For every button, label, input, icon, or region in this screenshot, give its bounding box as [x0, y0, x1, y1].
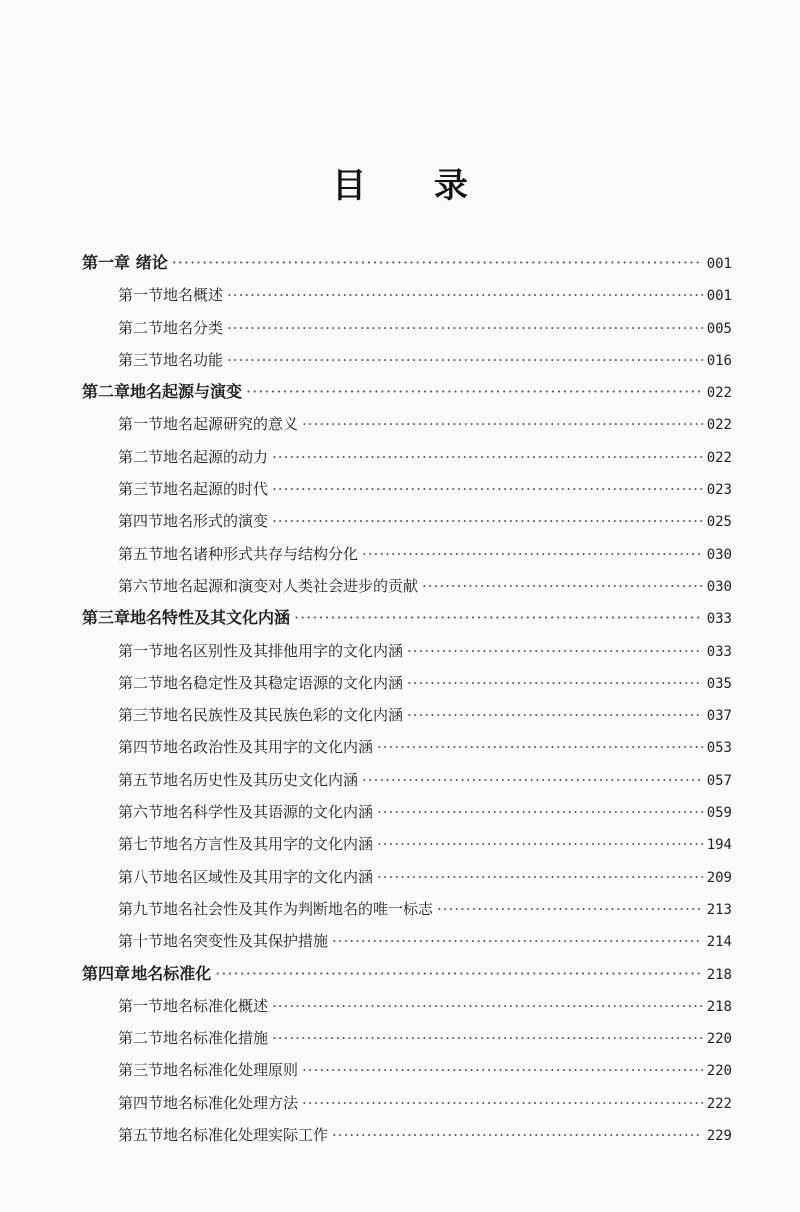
toc-section-entry[interactable] — [82, 279, 732, 311]
section-number: 第五节 — [118, 544, 164, 563]
chapter-page-number: 033 — [706, 611, 732, 628]
chapter-title: 地名起源与演变 — [130, 382, 243, 402]
section-page-number: 214 — [706, 934, 732, 951]
toc-section-entry[interactable] — [82, 861, 732, 893]
toc-section-entry[interactable] — [82, 731, 732, 763]
section-number: 第二节 — [118, 1029, 164, 1048]
toc-section-entry[interactable] — [82, 925, 732, 957]
table-of-contents — [82, 247, 732, 1151]
toc-section-entry[interactable] — [82, 473, 732, 505]
section-number: 第二节 — [118, 673, 164, 692]
section-page-number: 222 — [706, 1095, 732, 1112]
toc-section-entry[interactable] — [82, 538, 732, 570]
dot-leader — [362, 538, 703, 570]
section-title: 地名诸种形式共存与结构分化 — [163, 544, 359, 563]
chapter-title: 绪论 — [135, 253, 168, 272]
section-page-number: 209 — [706, 869, 732, 886]
section-title: 地名分类 — [163, 318, 224, 337]
section-title: 地名科学性及其语源的文化内涵 — [163, 803, 374, 822]
toc-chapter-entry[interactable] — [82, 247, 732, 279]
toc-section-entry[interactable] — [82, 667, 732, 699]
section-title: 地名起源的时代 — [163, 480, 269, 499]
dot-leader — [407, 667, 703, 699]
section-page-number: 229 — [706, 1128, 732, 1145]
section-title: 地名标准化处理原则 — [163, 1061, 299, 1080]
dot-leader — [294, 602, 703, 634]
section-page-number: 053 — [706, 740, 732, 757]
dot-leader — [377, 731, 703, 763]
toc-section-entry[interactable] — [82, 441, 732, 473]
dot-leader — [302, 408, 703, 440]
dot-leader — [332, 1119, 703, 1151]
toc-section-entry[interactable] — [82, 570, 732, 602]
section-page-number: 030 — [706, 578, 732, 595]
section-title: 地名起源研究的意义 — [163, 415, 299, 434]
toc-section-entry[interactable] — [82, 1054, 732, 1086]
dot-leader — [407, 699, 703, 731]
section-title: 地名起源和演变对人类社会进步的贡献 — [163, 576, 419, 595]
section-title: 地名标准化处理方法 — [163, 1093, 299, 1112]
section-page-number: 213 — [706, 901, 732, 918]
section-page-number: 025 — [706, 514, 732, 531]
dot-leader — [272, 441, 703, 473]
section-page-number: 220 — [706, 1031, 732, 1048]
dot-leader — [227, 312, 703, 344]
section-page-number: 023 — [706, 482, 732, 499]
section-number: 第九节 — [118, 899, 164, 918]
chapter-page-number: 001 — [706, 256, 732, 272]
section-title: 地名标准化处理实际工作 — [163, 1126, 329, 1145]
dot-leader — [377, 796, 703, 828]
section-title: 地名区域性及其用字的文化内涵 — [163, 867, 374, 886]
toc-chapter-entry[interactable] — [82, 602, 732, 634]
toc-section-entry[interactable] — [82, 699, 732, 731]
section-title: 地名起源的动力 — [163, 447, 269, 466]
dot-leader — [377, 828, 703, 860]
section-page-number: 022 — [706, 449, 732, 466]
section-page-number: 220 — [706, 1063, 732, 1080]
section-number: 第三节 — [118, 1061, 164, 1080]
section-number: 第四节 — [118, 512, 164, 531]
section-number: 第三节 — [118, 706, 164, 725]
section-title: 地名形式的演变 — [163, 512, 269, 531]
section-number: 第一节 — [118, 286, 164, 305]
toc-section-entry[interactable] — [82, 990, 732, 1022]
toc-section-entry[interactable] — [82, 312, 732, 344]
section-page-number: 016 — [706, 352, 732, 369]
toc-section-entry[interactable] — [82, 796, 732, 828]
dot-leader — [332, 925, 703, 957]
section-number: 第五节 — [118, 770, 164, 789]
dot-leader — [302, 1087, 703, 1119]
dot-leader — [272, 1022, 703, 1054]
chapter-title: 地名特性及其文化内涵 — [130, 608, 291, 628]
section-number: 第六节 — [118, 803, 164, 822]
section-page-number: 005 — [706, 320, 732, 337]
section-page-number: 035 — [706, 675, 732, 692]
toc-section-entry[interactable] — [82, 893, 732, 925]
toc-chapter-entry[interactable] — [82, 376, 732, 408]
section-title: 地名功能 — [163, 350, 224, 369]
section-page-number: 057 — [706, 772, 732, 789]
dot-leader — [272, 505, 703, 537]
section-title: 地名区别性及其排他用字的文化内涵 — [163, 641, 404, 660]
toc-section-entry[interactable] — [82, 1087, 732, 1119]
dot-leader — [407, 635, 703, 667]
chapter-number: 第一章 — [82, 253, 131, 272]
section-number: 第十节 — [118, 932, 164, 951]
toc-section-entry[interactable] — [82, 1022, 732, 1054]
section-title: 地名稳定性及其稳定语源的文化内涵 — [163, 673, 404, 692]
section-number: 第一节 — [118, 996, 164, 1015]
section-title: 地名民族性及其民族色彩的文化内涵 — [163, 706, 404, 725]
section-number: 第三节 — [118, 350, 164, 369]
section-number: 第六节 — [118, 576, 164, 595]
toc-section-entry[interactable] — [82, 344, 732, 376]
chapter-number: 第四章 — [82, 963, 131, 983]
section-number: 第四节 — [118, 1093, 164, 1112]
section-page-number: 037 — [706, 708, 732, 725]
dot-leader — [302, 1054, 703, 1086]
section-page-number: 059 — [706, 805, 732, 822]
section-number: 第三节 — [118, 480, 164, 499]
section-number: 第四节 — [118, 738, 164, 757]
toc-section-entry[interactable] — [82, 828, 732, 860]
dot-leader — [172, 247, 703, 279]
toc-section-entry[interactable] — [82, 764, 732, 796]
section-page-number: 033 — [706, 643, 732, 660]
section-page-number: 030 — [706, 546, 732, 563]
dot-leader — [272, 473, 703, 505]
section-title: 地名社会性及其作为判断地名的唯一标志 — [163, 899, 434, 918]
chapter-number: 第二章 — [82, 382, 131, 402]
dot-leader — [227, 344, 703, 376]
chapter-number: 第三章 — [82, 608, 131, 628]
section-page-number: 022 — [706, 417, 732, 434]
section-number: 第一节 — [118, 415, 164, 434]
dot-leader — [272, 990, 703, 1022]
section-number: 第五节 — [118, 1126, 164, 1145]
dot-leader — [377, 861, 703, 893]
dot-leader — [227, 279, 703, 311]
section-title: 地名概述 — [163, 286, 224, 305]
dot-leader — [246, 376, 703, 408]
chapter-page-number: 022 — [706, 385, 732, 402]
section-title: 地名标准化概述 — [163, 996, 269, 1015]
chapter-title: 地名标准化 — [131, 963, 212, 983]
section-title: 地名方言性及其用字的文化内涵 — [163, 835, 374, 854]
dot-leader — [437, 893, 703, 925]
toc-section-entry[interactable] — [82, 1119, 732, 1151]
section-number: 第一节 — [118, 641, 164, 660]
section-number: 第八节 — [118, 867, 164, 886]
section-number: 第七节 — [118, 835, 164, 854]
section-number: 第二节 — [118, 447, 164, 466]
toc-section-entry[interactable] — [82, 635, 732, 667]
toc-section-entry[interactable] — [82, 408, 732, 440]
section-title: 地名政治性及其用字的文化内涵 — [163, 738, 374, 757]
dot-leader — [215, 958, 702, 990]
dot-leader — [362, 764, 703, 796]
section-page-number: 218 — [706, 998, 732, 1015]
toc-section-entry[interactable] — [82, 505, 732, 537]
dot-leader — [422, 570, 703, 602]
toc-chapter-entry[interactable] — [82, 958, 732, 990]
section-number: 第二节 — [118, 318, 164, 337]
page-title: 目 录 — [332, 166, 496, 206]
chapter-page-number: 218 — [706, 966, 732, 983]
section-title: 地名标准化措施 — [163, 1029, 269, 1048]
section-title: 地名突变性及其保护措施 — [163, 932, 329, 951]
section-title: 地名历史性及其历史文化内涵 — [163, 770, 359, 789]
section-page-number: 001 — [706, 288, 732, 305]
section-page-number: 194 — [706, 837, 732, 854]
